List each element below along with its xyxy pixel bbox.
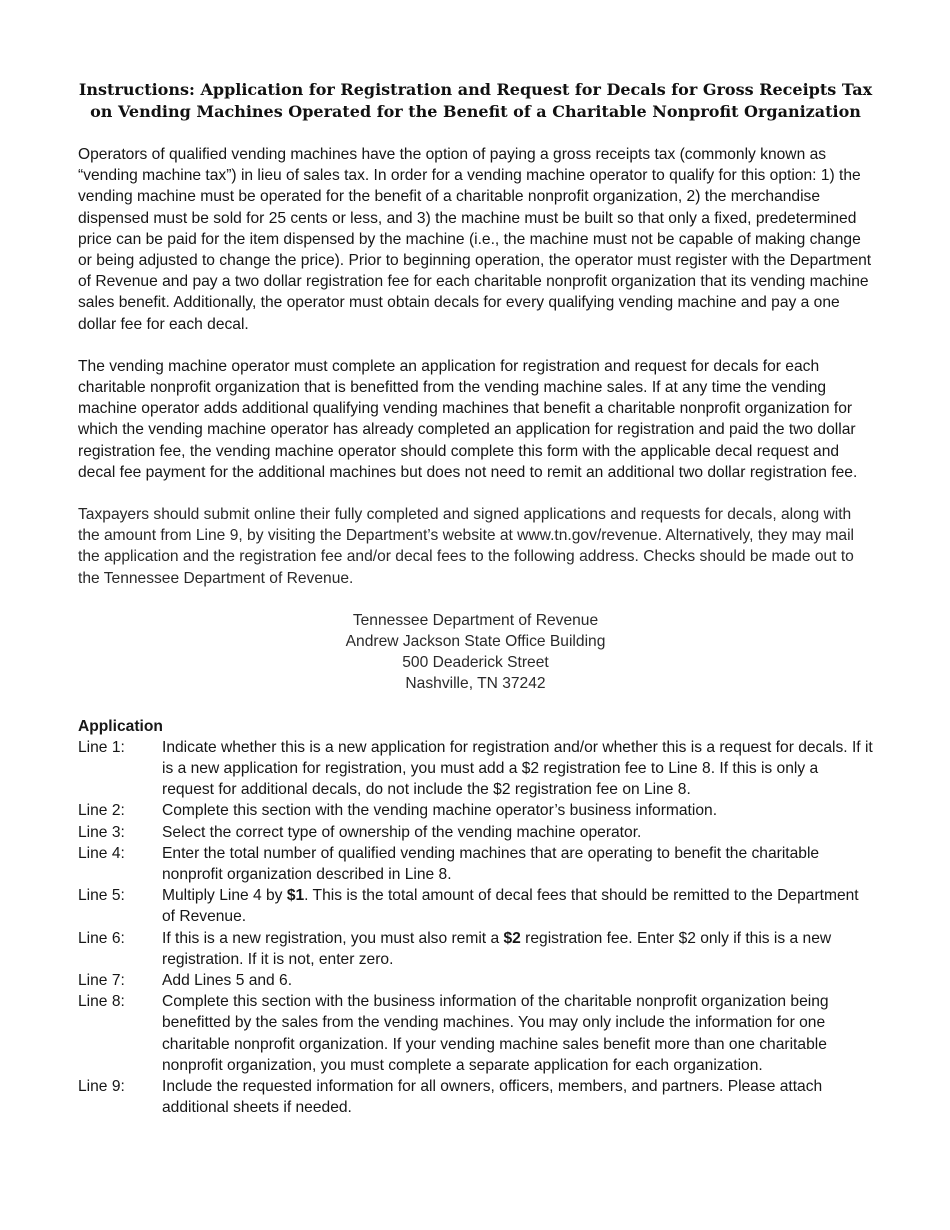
line-instructions bbox=[78, 737, 873, 1119]
line-label: Line 6: bbox=[78, 929, 125, 947]
additional-machines-paragraph: The vending machine operator must complete an application for registration and request for decals for each charitable nonprofit organization that is benefitted from the vending machine sales. If at any time the vending machine operator adds additional qualifying vending machines that benefit a charitable nonprofit organization for which the vending machine operator has already completed an application for registration and paid the two dollar registration fee, the vending machine operator should complete this form with the applicable decal request and decal fee payment for the additional machines but does not need to remit an additional two dollar registration fee. bbox=[78, 357, 858, 481]
line-text: Add Lines 5 and 6. bbox=[162, 972, 293, 990]
submission-paragraph: Taxpayers should submit online their fully completed and signed applications and requests for decals, along with the amount from Line 9, by visiting the Department’s website at www.tn.gov/revenue. Alternatively, they may mail the application and the registration fee and/or decal fees to the following address. Checks should be made out to the Tennessee Department of Revenue. bbox=[78, 506, 855, 587]
line-label: Line 4: bbox=[78, 844, 125, 862]
line-item bbox=[78, 991, 873, 1076]
intro-paragraph: Operators of qualified vending machines have the option of paying a gross receipts tax (commonly known as “vending machine tax”) in lieu of sales tax. In order for a vending machine operator to qualify for this option: 1) the vending machine must be operated for the benefit of a charitable nonprofit organization, 2) the merchandise dispensed must be sold for 25 cents or less, and 3) the machine must be built so that only a fixed, predetermined price can be paid for the item dispensed by the machine (i.e., the machine must not be capable of making change or being adjusted to change the price). Prior to beginning operation, the operator must register with the Department of Revenue and pay a two dollar registration fee for each charitable nonprofit organization that its vending machine sales benefit. Additionally, the operator must obtain decals for every qualifying vending machine and pay a one dollar fee for each decal. bbox=[78, 146, 872, 333]
line-label: Line 9: bbox=[78, 1078, 125, 1096]
address-line: 500 Deaderick Street bbox=[402, 654, 549, 672]
decal-fee-amount: $1 bbox=[286, 887, 305, 905]
address-line: Nashville, TN 37242 bbox=[405, 675, 546, 693]
line-text-part: Multiply Line 4 by bbox=[162, 887, 287, 905]
line-item bbox=[78, 737, 873, 801]
line-text bbox=[162, 928, 873, 970]
mailing-address bbox=[78, 610, 873, 695]
line-label: Line 5: bbox=[78, 887, 125, 905]
address-line: Andrew Jackson State Office Building bbox=[345, 633, 606, 651]
line-item bbox=[78, 970, 873, 991]
line-text: Select the correct type of ownership of the vending machine operator. bbox=[162, 823, 642, 841]
line-label: Line 1: bbox=[78, 738, 125, 756]
line-item bbox=[78, 822, 873, 843]
page-title: Instructions: Application for Registration and Request for Decals for Gross Receipts Tax on Vending Machines Operated for the Benefit of a Charitable Nonprofit Organization bbox=[78, 80, 873, 121]
line-text-part: If this is a new registration, you must also remit a bbox=[162, 929, 504, 947]
line-label: Line 3: bbox=[78, 823, 125, 841]
line-text: Include the requested information for all owners, officers, members, and partners. Please attach additional sheets if needed. bbox=[162, 1078, 823, 1117]
line-text-part: . This is the total amount of decal fees that should be remitted to the Department of Revenue. bbox=[162, 887, 859, 926]
line-item bbox=[78, 800, 873, 821]
line-text: Complete this section with the business information of the charitable nonprofit organization being benefitted by the sales from the vending machines. You may only include the information for one charitable nonprofit organization. If your vending machine sales benefit more than one charitable nonprofit organization, you must complete a separate application for each organization. bbox=[162, 993, 829, 1074]
line-text: Enter the total number of qualified vending machines that are operating to benefit the charitable nonprofit organization described in Line 8. bbox=[162, 844, 820, 884]
application-heading: Application bbox=[78, 717, 163, 735]
line-text: Complete this section with the vending machine operator’s business information. bbox=[162, 802, 718, 820]
line-text-part: registration fee. Enter $2 only if this is a new registration. If it is not, enter zero. bbox=[162, 929, 832, 968]
line-label: Line 7: bbox=[78, 972, 125, 990]
line-item bbox=[78, 928, 873, 970]
line-item bbox=[78, 885, 873, 927]
line-text bbox=[162, 885, 873, 927]
address-line: Tennessee Department of Revenue bbox=[352, 611, 599, 629]
line-label: Line 8: bbox=[78, 993, 125, 1011]
registration-fee-amount: $2 bbox=[503, 929, 521, 947]
line-text: Indicate whether this is a new application for registration and/or whether this is a request for decals. If it is a new application for registration, you must add a $2 registration fee to Line 8. If this is only a request for additional decals, do not include the $2 registration fee on Line 8. bbox=[162, 738, 873, 799]
line-item bbox=[78, 843, 873, 885]
line-label: Line 2: bbox=[78, 802, 125, 820]
instructions-page bbox=[78, 0, 873, 1118]
line-item bbox=[78, 1076, 873, 1118]
